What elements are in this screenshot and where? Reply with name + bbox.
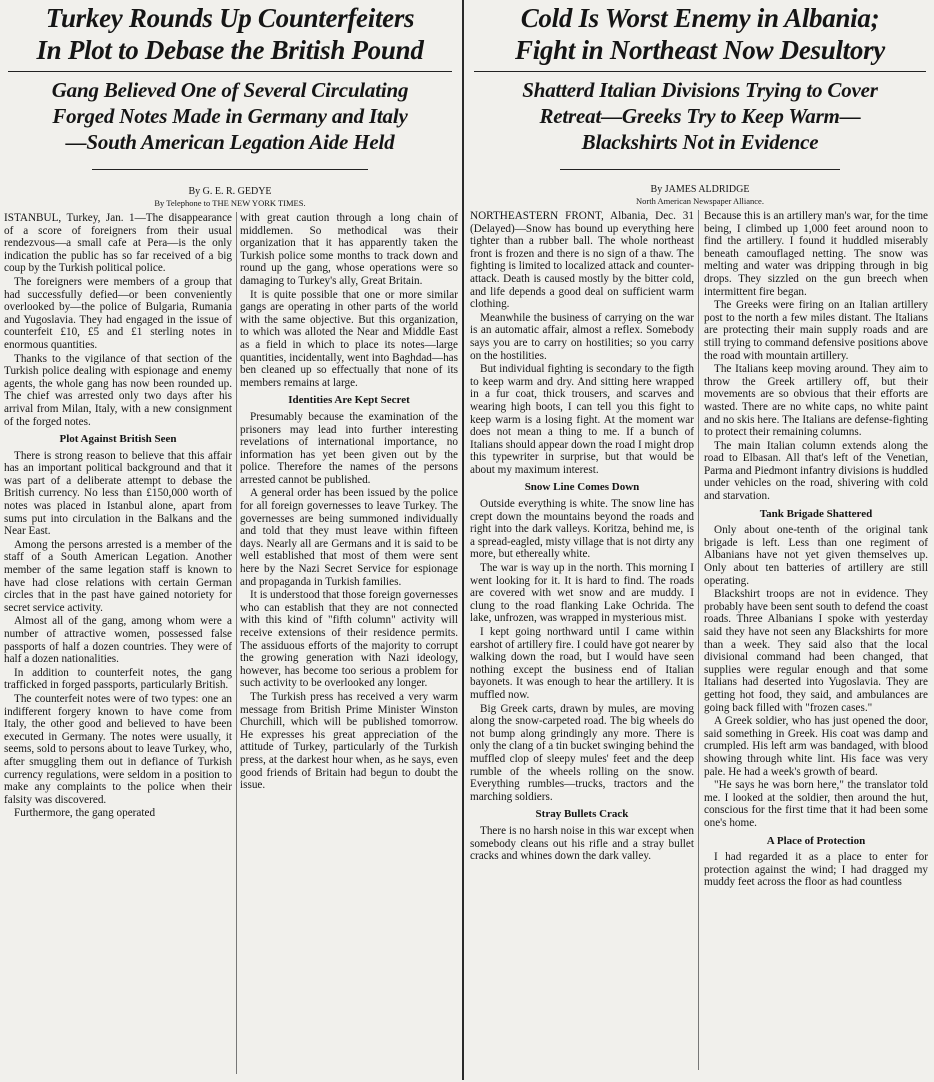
- right-credit: North American Newspaper Alliance.: [636, 196, 764, 206]
- left-headline-line-2: In Plot to Debase the British Pound: [36, 35, 424, 65]
- right-column-2: [704, 210, 928, 1070]
- paragraph: A general order has been issued by the police for all foreign governesses to leave Turkey. The governesses are being summoned individually and told that they must leave within fifteen days. Nearly all are Germans and it is said to be well established that most of them were sent here by the Nazi Secret Service for espionage and propaganda in Turkish families.: [240, 487, 458, 588]
- paragraph: A Greek soldier, who has just opened the door, said something in Greek. His coat was damp and crumpled. His left arm was bandaged, with blood showing through white lint. His face was very pale. He had a week's growth of beard.: [704, 715, 928, 778]
- paragraph: Meanwhile the business of carrying on the war is an automatic affair, almost a reflex. Somebody says you are to carry on hostilities; so you carry on the hostilities.: [470, 311, 694, 362]
- paragraph: Thanks to the vigilance of that section of the Turkish police dealing with espionage and enemy agents, the whole gang has now been rounded up. The chief was arrested only two days after his arrival from Milan, Italy, with a new consignment of the forged notes.: [4, 352, 232, 428]
- paragraph: Almost all of the gang, among whom were a number of attractive women, possessed false passports of half a dozen countries. They were of half a dozen nationalities.: [4, 615, 232, 666]
- paragraph: The foreigners were members of a group that had successfully defied—or been conveniently overlooked by—the police of Bulgaria, Rumania and Yugoslavia. They had engaged in the issue of counterfeit £10, £5 and £1 sterling notes in enormous quantities.: [4, 275, 232, 351]
- headline-rule: [8, 71, 452, 72]
- paragraph: Outside everything is white. The snow line has crept down the mountains beyond the roads and right into the dark valleys. Koritza, behind me, is a spread-eagled, misty village that is not dirty any more, but ethereally white.: [470, 498, 694, 561]
- subhead-snow-line-comes-down: Snow Line Comes Down: [524, 481, 640, 494]
- left-byline: By G. E. R. GEDYE: [188, 186, 272, 197]
- left-headline-line-1: Turkey Rounds Up Counterfeiters: [45, 3, 415, 33]
- subhead-tank-brigade-shattered: Tank Brigade Shattered: [759, 507, 873, 520]
- paragraph: "He says he was born here," the translator told me. I looked at the soldier, then around the hut, conscious for the first time that it had been some one's home.: [704, 779, 928, 829]
- subhead-stray-bullets-crack: Stray Bullets Crack: [535, 808, 629, 821]
- paragraph: The war is way up in the north. This morning I went looking for it. It is hard to find. The roads are covered with wet snow and are muddy. I clung to the road flanking Lake Ochrida. The lake, unfrozen, was wrapped in mysterious mist.: [470, 562, 694, 625]
- story-divider: [462, 0, 464, 1080]
- paragraph: Big Greek carts, drawn by mules, are moving along the snow-carpeted road. The big wheels do not bump along grindingly any more. There is only the clang of a tin bucket swinging behind the muffled clop of sleepy mules' feet and the deep rumble of the wheels rolling on the snow. Everything rumbles—trucks, tractors and the marching soldiers.: [470, 702, 694, 803]
- right-columns: [466, 210, 934, 1080]
- paragraph: But individual fighting is secondary to the figth to keep warm and dry. And sitting here wrapped in a fur coat, thick trousers, and scarves and wearing high boots, I can tell you this fight to keep warm is a losing fight. At the moment war does not mean a thing to me. If a bunch of Italians should appear down the road I might drop this typewriter in surprise, but that would be about my maximum interest.: [470, 363, 694, 476]
- left-deck: [0, 77, 460, 155]
- right-column-1: [470, 210, 694, 1070]
- column-rule: [236, 212, 237, 1074]
- right-headline: [466, 2, 934, 66]
- paragraph: I had regarded it as a place to enter for protection against the wind; I had dragged my muddy feet across the floor as had countless: [704, 851, 928, 889]
- right-deck-line-3: Blackshirts Not in Evidence: [581, 130, 819, 154]
- paragraph: ISTANBUL, Turkey, Jan. 1—The disappearance of a score of foreigners from their usual rendezvous—a small cafe at Pera—is the only indication the public has so far received of a big coup by the Turkish political police.: [4, 212, 232, 275]
- left-column-1: [4, 212, 232, 1074]
- subhead-identities-are-kept-secret: Identities Are Kept Secret: [288, 394, 410, 407]
- left-deck-line-1: Gang Believed One of Several Circulating: [51, 78, 409, 102]
- right-deck-line-1: Shatterd Italian Divisions Trying to Cover: [522, 78, 878, 102]
- headline-rule: [474, 71, 926, 72]
- column-rule: [698, 210, 699, 1070]
- left-story: [0, 0, 460, 1082]
- paragraph: It is quite possible that one or more similar gangs are operating in other parts of the world with the same objective. But this organization, to which was alloted the Near and Middle East as a field in which to place its notes—large quantities, incidentally, went into Baghdad—has ben cleaned up so effectually that none of its members remains at large.: [240, 288, 458, 389]
- paragraph: Presumably because the examination of the prisoners may lead into further interesting revelations of international importance, no information has yet been given out by the police. Therefore the names of the persons arrested cannot be published.: [240, 410, 458, 486]
- paragraph: The Greeks were firing on an Italian artillery post to the north a few miles distant. The Italians are protecting their main supply roads and are still trying to command defensive positions above the road with mountain artillery.: [704, 299, 928, 362]
- paragraph: In addition to counterfeit notes, the gang trafficked in forged passports, particularly British.: [4, 666, 232, 692]
- paragraph: I kept going northward until I came within earshot of artillery fire. I could have got nearer by walking down the road, but I would have seen nothing except the business end of Italian bayonets. It was enough to hear the artillery. It is muffled now.: [470, 626, 694, 701]
- paragraph: Because this is an artillery man's war, for the time being, I climbed up 1,000 feet around noon to find the artillery. I found it huddled miserably beneath camouflaged netting. The snow was melting and water was dripping through in big drops. They sizzled on the gun breech when intermittent fire began.: [704, 210, 928, 298]
- paragraph: The counterfeit notes were of two types: one an indifferent forgery known to have come from Italy, the other good and believed to have been executed in Germany. The notes were usually, it seems, sold to persons about to leave Turkey, who, after smuggling them out in defiance of Turkish currency regulations, were seldom in a position to make any complaints to the police when their falsity was discovered.: [4, 692, 232, 806]
- paragraph: NORTHEASTERN FRONT, Albania, Dec. 31 (Delayed)—Snow has bound up everything here tighter than a rubber ball. The whole northeast front is frozen and there is no sign of a thaw. The fighting is limited to localized attack and counter-attack. Death is caused mostly by the bitter cold, and life depends a good deal on sufficient warm clothing.: [470, 210, 694, 311]
- left-columns: [0, 212, 460, 1082]
- left-deck-line-2: Forged Notes Made in Germany and Italy: [52, 104, 408, 128]
- paragraph: The Turkish press has received a very warm message from British Prime Minister Winston Churchill, which will be published tomorrow. He expresses his great appreciation of the attitude of Turkey, particularly of the Turkish press, at the darkest hour when, as he says, even good friends of Britain had begun to doubt the issue.: [240, 690, 458, 792]
- deck-rule: [92, 169, 368, 170]
- right-story: [466, 0, 934, 1080]
- paragraph: Blackshirt troops are not in evidence. They probably have been sent south to defend the coast roads. Three Albanians I spoke with yesterday said they have not seen any Blackshirts for more than a week. They said also that the local divisional command had been changed, that supplies were regular enough and that some Italians had deserted into Yugoslavia. They are getting hot food, they said, and ambulances are going back filled with "frozen cases.": [704, 588, 928, 714]
- deck-rule: [560, 169, 841, 170]
- left-deck-line-3: —South American Legation Aide Held: [65, 130, 395, 154]
- paragraph: There is strong reason to believe that this affair has an important political background and that it was part of a deliberate attempt to debase the British currency. No less than £150,000 worth of notes was placed in Istanbul alone, apart from sums put into circulation in the Balkans and the Near East.: [4, 449, 232, 538]
- right-deck-line-2: Retreat—Greeks Try to Keep Warm—: [539, 104, 861, 128]
- paragraph: The main Italian column extends along the road to Elbasan. All that's left of the Venetian, Parma and Piedmont infantry divisions is huddled under vehicles on the road, shivering with cold and starvation.: [704, 439, 928, 503]
- paragraph: It is understood that those foreign governesses who can establish that they are not connected with this kind of "fifth column" activity will receive extensions of their residence permits. The assiduous efforts of the majority to corrupt the growing generation with Nazi ideology, however, has become too serious a problem for such activity to be overlooked any longer.: [240, 589, 458, 690]
- paragraph: There is no harsh noise in this war except when somebody cleans out his rifle and a stray bullet cracks and whines down the dark valley.: [470, 824, 694, 863]
- paragraph: Furthermore, the gang operated: [14, 807, 156, 820]
- subhead-a-place-of-protection: A Place of Protection: [766, 834, 866, 847]
- left-column-2: [240, 212, 458, 1074]
- paragraph: Among the persons arrested is a member of the staff of a South American Legation. Another member of the same legation staff is known to have had close relations with certain German circles that in the past have gained notoriety for secret service activity.: [4, 538, 232, 614]
- paragraph: Only about one-tenth of the original tank brigade is left. Less than one regiment of Albanians have not yet given themselves up. Only about ten batteries of artillery are still operating.: [704, 524, 928, 587]
- right-deck: [466, 77, 934, 155]
- left-credit: By Telephone to THE NEW YORK TIMES.: [154, 198, 306, 208]
- paragraph: The Italians keep moving around. They aim to throw the Greek artillery off, but their movements are so obvious that their efforts are wasted. There are no white caps, no white paint and no skis here. The Italians are defense-fighting to protect their remaining columns.: [704, 363, 928, 439]
- paragraph: with great caution through a long chain of middlemen. So methodical was their organization that it has apparently taken the Turkish police some months to track down and round up the gang, whose operations were so damaging to Turkey's ally, Great Britain.: [240, 212, 458, 287]
- right-headline-line-1: Cold Is Worst Enemy in Albania;: [520, 3, 880, 33]
- left-headline: [0, 2, 460, 66]
- subhead-plot-against-british-seen: Plot Against British Seen: [59, 433, 177, 446]
- right-headline-line-2: Fight in Northeast Now Desultory: [515, 35, 885, 65]
- right-byline: By JAMES ALDRIDGE: [650, 184, 750, 195]
